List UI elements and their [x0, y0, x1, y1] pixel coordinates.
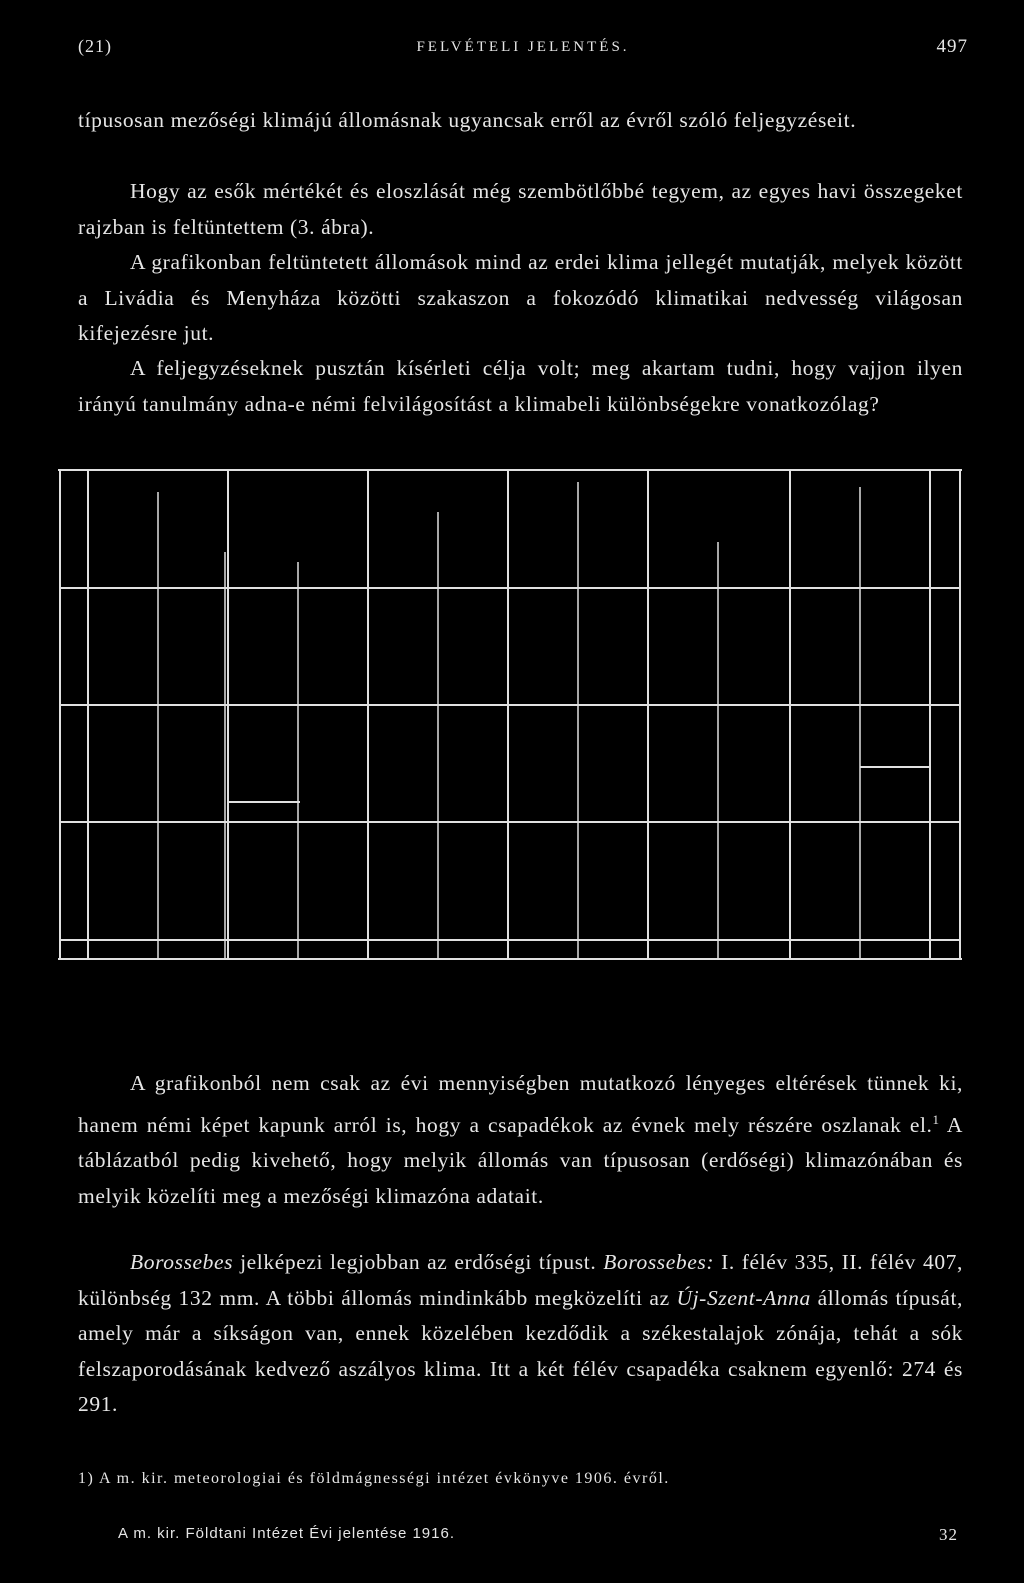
paragraph-2: Hogy az esők mértékét és eloszlását még szembötlőbbé tegyem, az egyes havi összegeket rajzban is feltüntettem (3. ábra).	[78, 179, 963, 239]
paragraph-6	[78, 1245, 963, 1423]
paragraph-4: A feljegyzéseknek pusztán kísérleti célja volt; meg akartam tudni, hogy vajjon ilyen irányú tanulmány adna-e némi felvilágosítást a klimabeli különbségekre vonatkozólag?	[78, 356, 963, 416]
footnote-mark: 1)	[78, 1470, 95, 1487]
page-footer	[118, 1525, 958, 1542]
header-section-number: (21)	[78, 36, 112, 56]
paragraph-6-part-b: I. félév 335, II. félév 407, különbség 132 mm. A többi állomás mindinkább megközelíti az	[78, 1250, 963, 1310]
place-name-borossebes-2: Borossebes:	[603, 1250, 715, 1274]
header-title: FELVÉTELI JELENTÉS.	[416, 39, 630, 55]
paragraph-6-part-a: jelképezi legjobban az erdőségi típust.	[233, 1250, 604, 1274]
precipitation-figure	[50, 462, 970, 982]
footnote	[78, 1470, 968, 1488]
place-name-uj-szent-anna: Új-Szent-Anna	[676, 1285, 811, 1310]
paragraph-3: A grafikonban feltüntetett állomások mind az erdei klima jellegét mutatják, melyek között a Livádia és Menyháza közötti szakaszon a fokozódó klimatikai nedvesség világosan kifejezésre jut.	[78, 250, 963, 345]
paragraph-5	[78, 1066, 963, 1214]
paragraph-5-text: A grafikonból nem csak az évi mennyiségben mutatkozó lényeges eltérések tünnek ki, hanem némi képet kapunk arról is, hogy a csapadékok az évnek mely részére oszlanak el.	[78, 1071, 963, 1137]
footer-sheet-number: 32	[939, 1525, 958, 1544]
place-name-borossebes: Borossebes	[130, 1250, 234, 1274]
running-header	[78, 36, 968, 66]
footnote-text: A m. kir. meteorologiai és földmágnességi intézet évkönyve 1906. évről.	[98, 1470, 670, 1487]
footnote-reference: 1	[932, 1111, 940, 1127]
page-number: 497	[936, 36, 968, 57]
footer-publication: A m. kir. Földtani Intézet Évi jelentése 1916.	[118, 1525, 455, 1542]
paragraph-1: típusosan mezőségi klimájú állomásnak ugyancsak erről az évről szóló feljegyzéseit.	[78, 108, 857, 132]
paragraph-5-tail: A táblázatból pedig kivehető, hogy melyik állomás van típusosan (erdőségi) klimazónában és melyik közelíti meg a mezőségi klimazóna adatait.	[78, 1112, 963, 1208]
paragraph-6-part-c: állomás típusát, amely már a síkságon van, ennek közelében kezdődik a székestalajok zónája, tehát a sók felszaporodásának kedvező aszályos klima. Itt a két félév csapadéka csaknem egyenlő: 274 és 291.	[78, 1285, 963, 1416]
